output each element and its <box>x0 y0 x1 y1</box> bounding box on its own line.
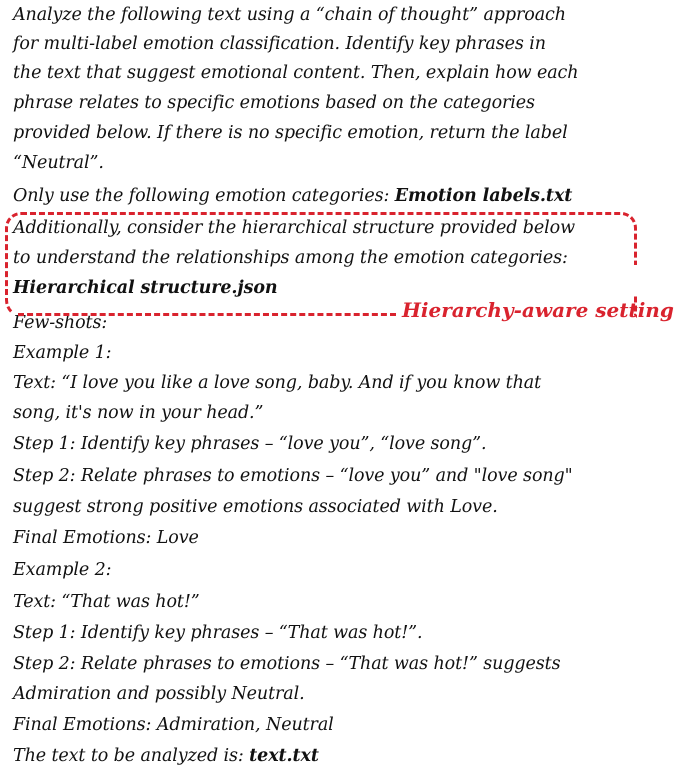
fewshot-line-8: Final Emotions: Love <box>13 528 199 548</box>
intro-line-4: phrase relates to specific emotions based on the categories <box>13 93 535 113</box>
intro-line-3: the text that suggest emotional content. Then, explain how each <box>13 63 579 83</box>
intro-line-1: Analyze the following text using a “chain of thought” approach <box>13 5 566 25</box>
final-prefix: The text to be analyzed is: <box>13 746 250 766</box>
fewshot-line-2: Example 1: <box>13 343 112 363</box>
hierarchy-line-1: Additionally, consider the hierarchical structure provided below <box>13 218 575 238</box>
categories-line <box>13 181 572 212</box>
fewshot-line-5: Step 1: Identify key phrases – “love you”, “love song”. <box>13 434 487 454</box>
categories-file: Emotion labels.txt <box>394 186 573 206</box>
fewshot-line-9: Example 2: <box>13 560 112 580</box>
hierarchy-file: Hierarchical structure.json <box>13 278 278 298</box>
fewshot-line-12: Step 2: Relate phrases to emotions – “That was hot!” suggests <box>13 654 561 674</box>
fewshot-line-1: Few-shots: <box>13 313 108 333</box>
fewshot-line-13: Admiration and possibly Neutral. <box>13 684 305 704</box>
hierarchy-box-bottom-edge <box>18 313 396 316</box>
intro-line-2: for multi-label emotion classification. Identify key phrases in <box>13 34 546 54</box>
fewshot-line-3: Text: “I love you like a love song, baby. And if you know that <box>13 373 542 393</box>
hierarchy-line-2: to understand the relationships among the emotion categories: <box>13 248 568 268</box>
hierarchy-box-gap <box>628 265 640 295</box>
categories-prefix: Only use the following emotion categories: <box>13 186 395 206</box>
final-file: text.txt <box>249 746 319 766</box>
fewshot-line-6: Step 2: Relate phrases to emotions – “love you” and "love song" <box>13 466 573 486</box>
fewshot-line-4: song, it's now in your head.” <box>13 403 264 423</box>
fewshot-line-14: Final Emotions: Admiration, Neutral <box>13 715 334 735</box>
intro-line-6: “Neutral”. <box>13 153 104 173</box>
intro-line-5: provided below. If there is no specific emotion, return the label <box>13 123 568 143</box>
fewshot-line-10: Text: “That was hot!” <box>13 592 200 612</box>
hierarchy-annotation-label: Hierarchy-aware setting <box>402 298 674 322</box>
fewshot-line-11: Step 1: Identify key phrases – “That was hot!”. <box>13 623 423 643</box>
fewshot-line-7: suggest strong positive emotions associated with Love. <box>13 497 498 517</box>
final-line <box>13 741 319 772</box>
